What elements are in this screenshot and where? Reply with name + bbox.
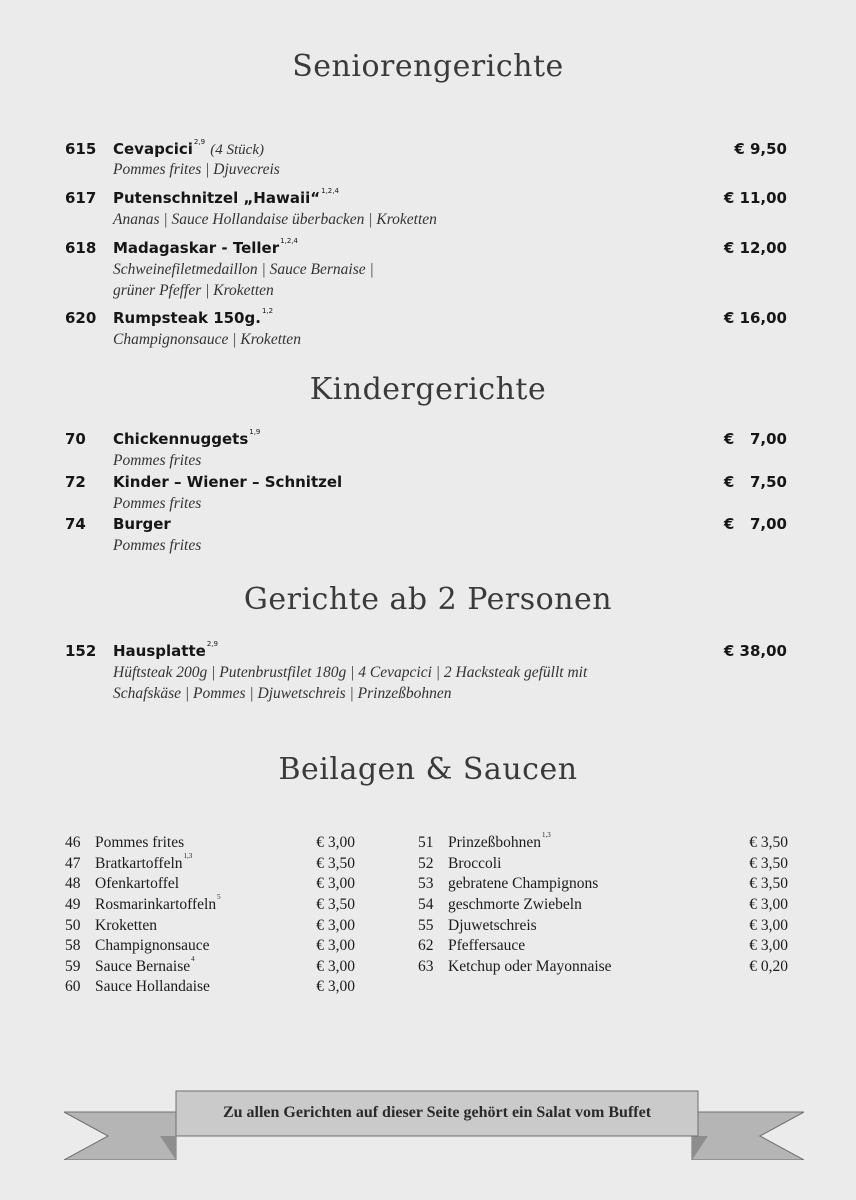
side-name-wrap: [448, 959, 613, 975]
side-price: € 3,00: [316, 958, 355, 975]
side-name: geschmorte Zwiebeln: [448, 896, 582, 913]
side-name: gebratene Champignons: [448, 875, 599, 892]
item-name-wrap: [113, 307, 274, 327]
item-name-wrap: [113, 640, 218, 660]
side-price: € 0,20: [749, 958, 788, 975]
footnote-marks: 2,9: [193, 138, 206, 146]
ribbon-left-tail: [64, 1112, 176, 1160]
item-number: 615: [65, 140, 97, 158]
side-price: € 3,00: [316, 875, 355, 892]
side-name-wrap: [448, 938, 526, 954]
item-price: € 7,00: [723, 430, 787, 448]
item-name: Putenschnitzel „Hawaii“: [113, 189, 321, 207]
description-line: Hüftsteak 200g | Putenbrustfilet 180g | 4 Cevapcici | 2 Hacksteak gefüllt mit: [113, 664, 588, 681]
side-number: 54: [418, 896, 434, 913]
side-number: 58: [65, 937, 81, 954]
side-dish-row: [65, 893, 355, 917]
description-line: Pommes frites: [113, 495, 202, 512]
item-description: [113, 209, 673, 230]
section-title-beilagen: Beilagen & Saucen: [278, 752, 578, 787]
item-name: Hausplatte: [113, 642, 206, 660]
side-number: 50: [65, 917, 81, 934]
item-name: Cevapcici: [113, 140, 193, 158]
side-name: Ofenkartoffel: [95, 875, 180, 892]
side-number: 62: [418, 937, 434, 954]
side-name-wrap: [95, 938, 211, 954]
side-name: Kroketten: [95, 917, 157, 934]
side-name: Ketchup oder Mayonnaise: [448, 958, 612, 975]
side-dish-row: [418, 831, 788, 855]
description-line: Pommes frites | Djuvecreis: [113, 161, 280, 178]
side-name-wrap: [95, 876, 180, 892]
side-number: 48: [65, 875, 81, 892]
item-price: € 38,00: [723, 642, 787, 660]
description-line: Pommes frites: [113, 452, 202, 469]
side-price: € 3,00: [316, 917, 355, 934]
item-name-wrap: [113, 138, 264, 158]
item-description: [113, 259, 673, 301]
side-name-wrap: [95, 893, 221, 913]
section-title-senioren: Seniorengerichte: [292, 49, 564, 84]
side-price: € 3,00: [749, 896, 788, 913]
footnote-marks: 1,2: [261, 307, 274, 315]
footnote-marks: 1,2,4: [321, 187, 339, 195]
side-name: Bratkartoffeln: [95, 855, 183, 872]
item-price: € 7,00: [723, 515, 787, 533]
side-name-wrap: [95, 979, 211, 995]
item-number: 617: [65, 189, 97, 207]
ribbon-right-tail: [692, 1112, 804, 1160]
side-price: € 3,50: [316, 896, 355, 913]
side-dish-row: [65, 979, 355, 999]
side-name: Prinzeßbohnen: [448, 834, 541, 851]
side-dish-row: [65, 955, 355, 979]
side-name-wrap: [448, 897, 583, 913]
side-dish-row: [65, 938, 355, 958]
item-description: [113, 159, 673, 180]
item-number: 618: [65, 239, 97, 257]
item-name: Kinder – Wiener – Schnitzel: [113, 473, 343, 491]
side-number: 60: [65, 978, 81, 995]
side-name: Sauce Hollandaise: [95, 978, 210, 995]
side-name: Champignonsauce: [95, 937, 210, 954]
item-name-wrap: [113, 428, 261, 448]
side-number: 53: [418, 875, 434, 892]
description-line: Pommes frites: [113, 537, 202, 554]
description-line: Ananas | Sauce Hollandaise überbacken | Kroketten: [113, 211, 437, 228]
side-number: 47: [65, 855, 81, 872]
item-price: € 16,00: [723, 309, 787, 327]
side-name-wrap: [448, 876, 599, 892]
banner-text: Zu allen Gerichten auf dieser Seite gehört ein Salat vom Buffet: [222, 1104, 652, 1121]
description-line: Champignonsauce | Kroketten: [113, 331, 301, 348]
side-price: € 3,00: [316, 937, 355, 954]
side-dish-row: [418, 918, 788, 938]
footnote-marks: 1,3: [183, 852, 193, 860]
section-title-personen: Gerichte ab 2 Personen: [243, 582, 613, 617]
description-line: grüner Pfeffer | Kroketten: [113, 282, 274, 299]
item-price: € 12,00: [723, 239, 787, 257]
side-price: € 3,50: [749, 855, 788, 872]
item-price: € 9,50: [734, 140, 787, 158]
side-name: Pfeffersauce: [448, 937, 526, 954]
item-price: € 11,00: [723, 189, 787, 207]
item-name: Burger: [113, 515, 171, 533]
side-dish-row: [418, 959, 788, 979]
side-dish-row: [418, 897, 788, 917]
side-dish-row: [418, 856, 788, 876]
side-dish-row: [65, 835, 355, 855]
side-price: € 3,50: [749, 834, 788, 851]
item-description: [113, 493, 673, 514]
side-price: € 3,00: [749, 937, 788, 954]
item-number: 152: [65, 642, 97, 660]
item-description: [113, 329, 673, 350]
item-description: [113, 535, 673, 556]
side-name-wrap: [95, 955, 195, 975]
side-number: 46: [65, 834, 81, 851]
footnote-marks: 1,3: [541, 831, 551, 839]
side-name: Djuwetschreis: [448, 917, 537, 934]
item-name: Chickennuggets: [113, 430, 249, 448]
side-dish-row: [65, 918, 355, 938]
side-name-wrap: [448, 831, 551, 851]
side-number: 51: [418, 834, 434, 851]
side-name: Rosmarinkartoffeln: [95, 896, 217, 913]
item-name-wrap: [113, 237, 298, 257]
menu-item: [0, 640, 856, 704]
item-price: € 7,50: [723, 473, 787, 491]
menu-item: [0, 237, 856, 301]
footnote-marks: 4: [191, 955, 195, 963]
side-number: 49: [65, 896, 81, 913]
item-name: Rumpsteak 150g.: [113, 309, 261, 327]
side-name-wrap: [95, 918, 158, 934]
side-number: 63: [418, 958, 434, 975]
description-line: Schweinefiletmedaillon | Sauce Bernaise |: [113, 261, 374, 278]
side-name: Pommes frites: [95, 834, 185, 851]
item-name: Madagaskar - Teller: [113, 239, 280, 257]
footnote-marks: 1,2,4: [280, 237, 298, 245]
side-price: € 3,00: [316, 978, 355, 995]
side-dish-row: [65, 876, 355, 896]
item-number: 620: [65, 309, 97, 327]
item-number: 70: [65, 430, 86, 448]
side-name: Sauce Bernaise: [95, 958, 191, 975]
side-name-wrap: [448, 918, 538, 934]
section-title-kinder: Kindergerichte: [309, 372, 547, 407]
side-price: € 3,00: [749, 917, 788, 934]
item-name-wrap: [113, 187, 339, 207]
item-note: (4 Stück): [210, 142, 264, 158]
menu-item: [0, 307, 856, 371]
footnote-marks: 2,9: [206, 640, 218, 648]
item-name-wrap: [113, 517, 171, 532]
side-name-wrap: [448, 856, 502, 872]
item-description: [113, 662, 673, 704]
side-dish-row: [418, 876, 788, 896]
side-dish-row: [418, 938, 788, 958]
item-name-wrap: [113, 475, 342, 490]
side-number: 55: [418, 917, 434, 934]
side-name-wrap: [95, 852, 193, 872]
footnote-marks: 1,9: [249, 428, 261, 436]
side-number: 59: [65, 958, 81, 975]
item-description: [113, 450, 673, 471]
footnote-marks: 5: [217, 893, 221, 901]
description-line: Schafskäse | Pommes | Djuwetschreis | Prinzeßbohnen: [113, 685, 452, 702]
side-price: € 3,50: [316, 855, 355, 872]
item-number: 74: [65, 515, 86, 533]
item-number: 72: [65, 473, 86, 491]
side-name: Broccoli: [448, 855, 502, 872]
side-price: € 3,00: [316, 834, 355, 851]
side-number: 52: [418, 855, 434, 872]
side-price: € 3,50: [749, 875, 788, 892]
menu-item: [0, 517, 856, 577]
side-dish-row: [65, 852, 355, 876]
side-name-wrap: [95, 835, 185, 851]
